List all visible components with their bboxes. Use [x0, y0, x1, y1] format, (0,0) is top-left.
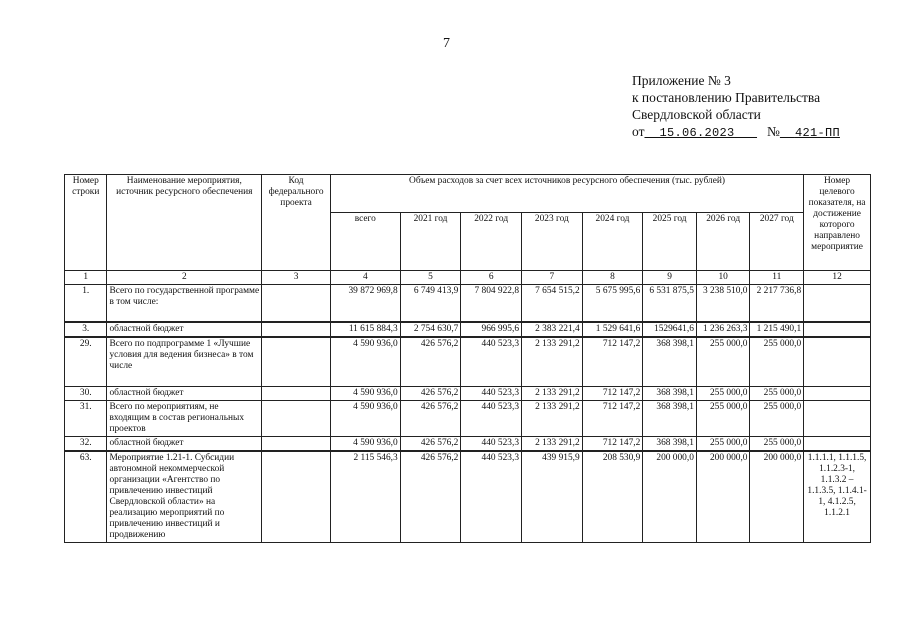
- row-2021: 426 576,2: [400, 451, 461, 543]
- header-year-2023: 2023 год: [522, 213, 583, 271]
- row-number: 1.: [65, 285, 107, 322]
- table-row: [65, 322, 871, 337]
- row-2025: 1529641,6: [643, 322, 697, 337]
- header-year-2025: 2025 год: [643, 213, 697, 271]
- row-2027: 200 000,0: [750, 451, 804, 543]
- row-indicator: 1.1.1.1, 1.1.1.5, 1.1.2.3-1, 1.1.3.2 – 1.1.3.5, 1.1.4.1-1, 4.1.2.5, 1.1.2.1: [804, 451, 871, 543]
- row-2024: 712 147,2: [582, 337, 643, 387]
- row-total: 39 872 969,8: [330, 285, 400, 322]
- row-indicator: [804, 401, 871, 437]
- row-2023: 2 133 291,2: [522, 401, 583, 437]
- row-number: 29.: [65, 337, 107, 387]
- row-2025: 368 398,1: [643, 401, 697, 437]
- row-name: областной бюджет: [107, 322, 262, 337]
- row-2022: 966 995,6: [461, 322, 522, 337]
- column-number-row: [65, 271, 871, 285]
- row-2023: 2 133 291,2: [522, 337, 583, 387]
- row-name: Мероприятие 1.21-1. Субсидии автономной некоммерческой организации «Агентство по привлечению инвестиций Свердловской области» на реализацию мероприятий по привлечению инвестиций и продвижению: [107, 451, 262, 543]
- row-total: 11 615 884,3: [330, 322, 400, 337]
- column-number: 6: [461, 271, 522, 285]
- row-2024: 1 529 641,6: [582, 322, 643, 337]
- row-2024: 712 147,2: [582, 387, 643, 401]
- row-2024: 5 675 995,6: [582, 285, 643, 322]
- row-indicator: [804, 337, 871, 387]
- column-number: 5: [400, 271, 461, 285]
- row-indicator: [804, 387, 871, 401]
- table-row: [65, 437, 871, 452]
- row-federal-code: [262, 337, 331, 387]
- row-2026: 255 000,0: [696, 401, 750, 437]
- column-number: 12: [804, 271, 871, 285]
- row-2025: 368 398,1: [643, 337, 697, 387]
- row-number: 30.: [65, 387, 107, 401]
- row-number: 31.: [65, 401, 107, 437]
- table-row: [65, 451, 871, 543]
- row-2026: 1 236 263,3: [696, 322, 750, 337]
- table-row: [65, 387, 871, 401]
- row-2025: 200 000,0: [643, 451, 697, 543]
- row-total: 4 590 936,0: [330, 387, 400, 401]
- header-year-2024: 2024 год: [582, 213, 643, 271]
- row-2027: 255 000,0: [750, 387, 804, 401]
- table-row: [65, 337, 871, 387]
- date-prefix: от: [632, 124, 645, 139]
- expenditure-table: [64, 174, 871, 543]
- row-indicator: [804, 437, 871, 452]
- column-number: 7: [522, 271, 583, 285]
- row-2023: 2 133 291,2: [522, 387, 583, 401]
- row-2027: 1 215 490,1: [750, 322, 804, 337]
- header-total: всего: [330, 213, 400, 271]
- header-volume: Объем расходов за счет всех источников ресурсного обеспечения (тыс. рублей): [330, 175, 803, 213]
- appendix-line-3: Свердловской области: [632, 107, 761, 122]
- row-total: 2 115 546,3: [330, 451, 400, 543]
- row-2027: 255 000,0: [750, 401, 804, 437]
- row-total: 4 590 936,0: [330, 437, 400, 452]
- row-2022: 440 523,3: [461, 401, 522, 437]
- column-number: 11: [750, 271, 804, 285]
- row-name: областной бюджет: [107, 437, 262, 452]
- row-2022: 7 804 922,8: [461, 285, 522, 322]
- row-name: Всего по мероприятиям, не входящим в состав региональных проектов: [107, 401, 262, 437]
- row-2025: 368 398,1: [643, 387, 697, 401]
- row-name: областной бюджет: [107, 387, 262, 401]
- row-2021: 426 576,2: [400, 337, 461, 387]
- appendix-block: [632, 72, 840, 142]
- row-number: 3.: [65, 322, 107, 337]
- row-2023: 439 915,9: [522, 451, 583, 543]
- row-federal-code: [262, 322, 331, 337]
- row-2026: 200 000,0: [696, 451, 750, 543]
- row-total: 4 590 936,0: [330, 337, 400, 387]
- header-row-number: Номер строки: [65, 175, 107, 271]
- row-2023: 2 133 291,2: [522, 437, 583, 452]
- row-federal-code: [262, 387, 331, 401]
- row-2026: 255 000,0: [696, 337, 750, 387]
- row-name: Всего по государственной программе в том числе:: [107, 285, 262, 322]
- row-2021: 426 576,2: [400, 437, 461, 452]
- column-number: 8: [582, 271, 643, 285]
- row-federal-code: [262, 451, 331, 543]
- header-indicator: Номер целевого показателя, на достижение которого направлено мероприятие: [804, 175, 871, 271]
- page-number: 7: [443, 36, 450, 51]
- header-federal-code: Код федерального проекта: [262, 175, 331, 271]
- row-2021: 6 749 413,9: [400, 285, 461, 322]
- table-row: [65, 401, 871, 437]
- header-year-2021: 2021 год: [400, 213, 461, 271]
- row-2024: 208 530,9: [582, 451, 643, 543]
- row-2022: 440 523,3: [461, 451, 522, 543]
- row-2027: 255 000,0: [750, 337, 804, 387]
- row-2026: 3 238 510,0: [696, 285, 750, 322]
- row-number: 63.: [65, 451, 107, 543]
- column-number: 4: [330, 271, 400, 285]
- column-number: 10: [696, 271, 750, 285]
- row-2026: 255 000,0: [696, 437, 750, 452]
- column-number: 9: [643, 271, 697, 285]
- row-name: Всего по подпрограмме 1 «Лучшие условия для ведения бизнеса» в том числе: [107, 337, 262, 387]
- row-2021: 426 576,2: [400, 401, 461, 437]
- row-2024: 712 147,2: [582, 401, 643, 437]
- row-2022: 440 523,3: [461, 337, 522, 387]
- row-2023: 7 654 515,2: [522, 285, 583, 322]
- row-2024: 712 147,2: [582, 437, 643, 452]
- row-2021: 426 576,2: [400, 387, 461, 401]
- header-name: Наименование мероприятия, источник ресурсного обеспечения: [107, 175, 262, 271]
- row-federal-code: [262, 437, 331, 452]
- resolution-date: 15.06.2023: [659, 126, 735, 140]
- row-indicator: [804, 285, 871, 322]
- row-federal-code: [262, 401, 331, 437]
- column-number: 1: [65, 271, 107, 285]
- row-2026: 255 000,0: [696, 387, 750, 401]
- row-2021: 2 754 630,7: [400, 322, 461, 337]
- row-indicator: [804, 322, 871, 337]
- row-federal-code: [262, 285, 331, 322]
- row-total: 4 590 936,0: [330, 401, 400, 437]
- appendix-date-line: [632, 123, 840, 142]
- row-2023: 2 383 221,4: [522, 322, 583, 337]
- row-2027: 2 217 736,8: [750, 285, 804, 322]
- column-number: 2: [107, 271, 262, 285]
- column-number: 3: [262, 271, 331, 285]
- appendix-line-1: Приложение № 3: [632, 73, 731, 88]
- number-prefix: №: [767, 124, 780, 139]
- row-2025: 368 398,1: [643, 437, 697, 452]
- row-2022: 440 523,3: [461, 387, 522, 401]
- row-2025: 6 531 875,5: [643, 285, 697, 322]
- row-number: 32.: [65, 437, 107, 452]
- row-2022: 440 523,3: [461, 437, 522, 452]
- header-year-2026: 2026 год: [696, 213, 750, 271]
- resolution-number: 421-ПП: [794, 126, 840, 140]
- table-row: [65, 285, 871, 322]
- header-year-2022: 2022 год: [461, 213, 522, 271]
- header-year-2027: 2027 год: [750, 213, 804, 271]
- row-2027: 255 000,0: [750, 437, 804, 452]
- appendix-line-2: к постановлению Правительства: [632, 90, 821, 105]
